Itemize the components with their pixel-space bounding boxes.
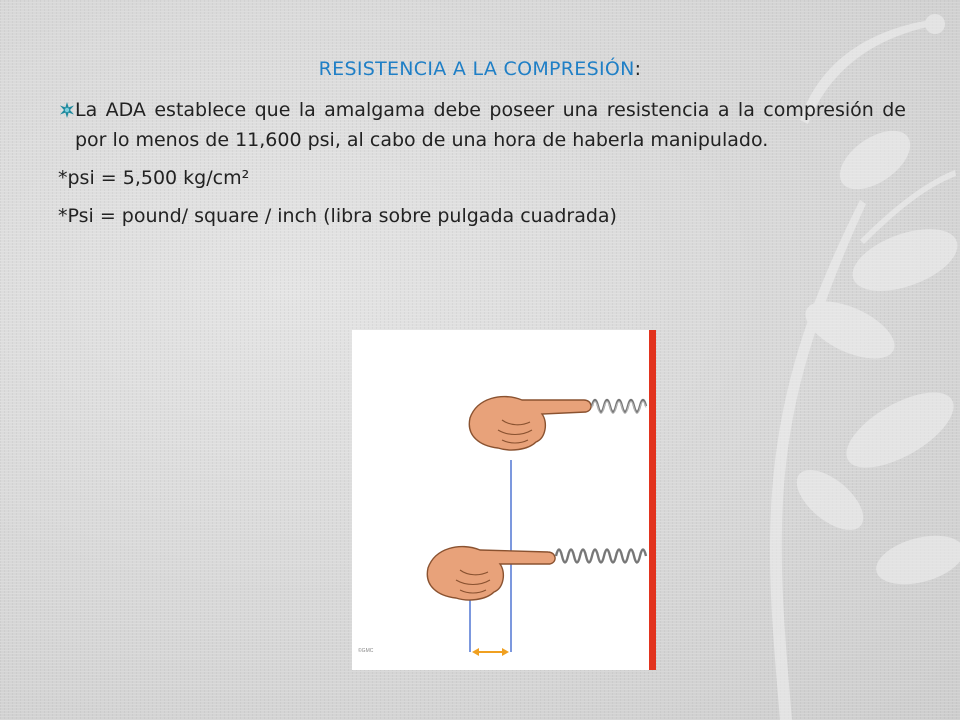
slide-body bbox=[58, 95, 906, 231]
teal-star-bullet-icon bbox=[58, 101, 76, 119]
title-colon: : bbox=[634, 58, 642, 80]
psi-conversion-line: *psi = 5,500 kg/cm² bbox=[58, 167, 250, 189]
bullet-paragraph bbox=[58, 95, 906, 155]
finger-spring-diagram bbox=[352, 330, 656, 670]
lower-hand bbox=[427, 547, 555, 600]
lower-spring bbox=[556, 550, 646, 563]
title-text: RESISTENCIA A LA COMPRESIÓN bbox=[318, 58, 635, 80]
upper-hand bbox=[469, 397, 591, 450]
red-wall bbox=[649, 330, 656, 670]
slide-title bbox=[0, 58, 960, 80]
bullet-text: La ADA establece que la amalgama debe poseer una resistencia a la compresión de por lo menos de 11,600 psi, al cabo de una hora de haberla manipulado. bbox=[75, 99, 906, 151]
displacement-arrow bbox=[472, 648, 509, 656]
compression-illustration bbox=[352, 330, 656, 670]
upper-spring bbox=[592, 400, 646, 414]
figure-credit: ©GMC bbox=[358, 648, 374, 654]
psi-definition-line: *Psi = pound/ square / inch (libra sobre pulgada cuadrada) bbox=[58, 205, 617, 227]
